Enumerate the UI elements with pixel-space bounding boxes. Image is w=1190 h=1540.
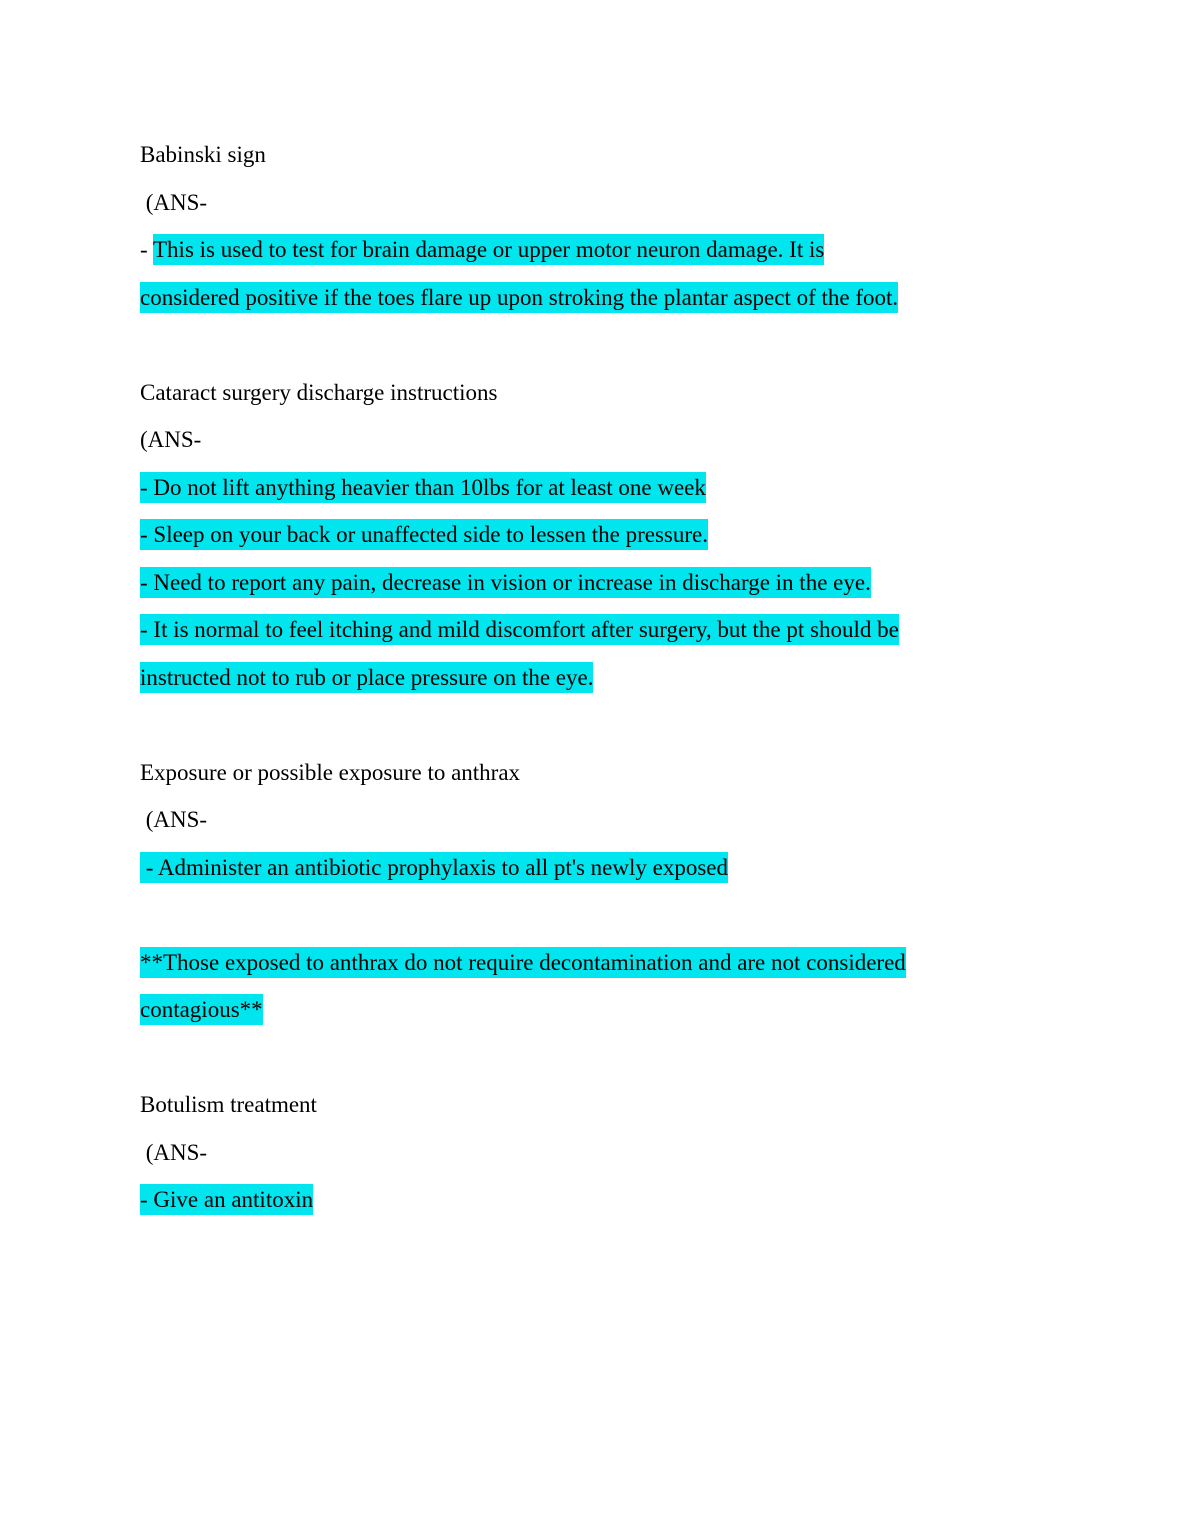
highlighted-line (140, 606, 1050, 654)
highlighted-line (140, 654, 1050, 702)
ans-prefix-line (140, 796, 1050, 844)
highlighted-text: - Give an antitoxin (140, 1184, 313, 1215)
ans-prefix-text: (ANS- (140, 427, 202, 452)
blank-line (140, 1034, 1050, 1082)
term-line (140, 369, 1050, 417)
highlighted-text: - It is normal to feel itching and mild discomfort after surgery, but the pt should be (140, 614, 899, 645)
blank-line (140, 701, 1050, 749)
highlighted-line (140, 844, 1050, 892)
highlighted-text: contagious** (140, 994, 263, 1025)
highlighted-text: - Need to report any pain, decrease in vision or increase in discharge in the eye. (140, 567, 871, 598)
highlighted-text: considered positive if the toes flare up upon stroking the plantar aspect of the foot. (140, 282, 898, 313)
highlighted-line (140, 559, 1050, 607)
highlighted-text: - Sleep on your back or unaffected side to lessen the pressure. (140, 519, 708, 550)
highlighted-text: **Those exposed to anthrax do not require decontamination and are not considered (140, 947, 906, 978)
term-text: Botulism treatment (140, 1092, 317, 1117)
highlighted-text: - Do not lift anything heavier than 10lbs for at least one week (140, 472, 706, 503)
term-line (140, 1081, 1050, 1129)
ans-prefix-text: (ANS- (140, 1139, 208, 1165)
highlighted-text: This is used to test for brain damage or upper motor neuron damage. It is (153, 234, 824, 265)
highlighted-line (140, 274, 1050, 322)
highlighted-line (140, 986, 1050, 1034)
term-text: Babinski sign (140, 142, 266, 167)
ans-prefix-line (140, 1129, 1050, 1177)
ans-prefix-line (140, 416, 1050, 464)
term-text: Cataract surgery discharge instructions (140, 379, 498, 405)
blank-line (140, 321, 1050, 369)
highlighted-text: - Administer an antibiotic prophylaxis to all pt's newly exposed (140, 852, 728, 883)
highlighted-line (140, 511, 1050, 559)
highlighted-line (140, 939, 1050, 987)
ans-prefix-text: (ANS- (140, 189, 208, 215)
term-text: Exposure or possible exposure to anthrax (140, 759, 521, 785)
term-line (140, 749, 1050, 797)
plain-text: - (140, 237, 153, 262)
ans-prefix-text: (ANS- (140, 807, 208, 832)
blank-line (140, 891, 1050, 939)
highlighted-line (140, 226, 1050, 274)
highlighted-line (140, 1176, 1050, 1224)
highlighted-text: instructed not to rub or place pressure on the eye. (140, 662, 593, 693)
highlighted-line (140, 464, 1050, 512)
ans-prefix-line (140, 179, 1050, 227)
term-line (140, 131, 1050, 179)
